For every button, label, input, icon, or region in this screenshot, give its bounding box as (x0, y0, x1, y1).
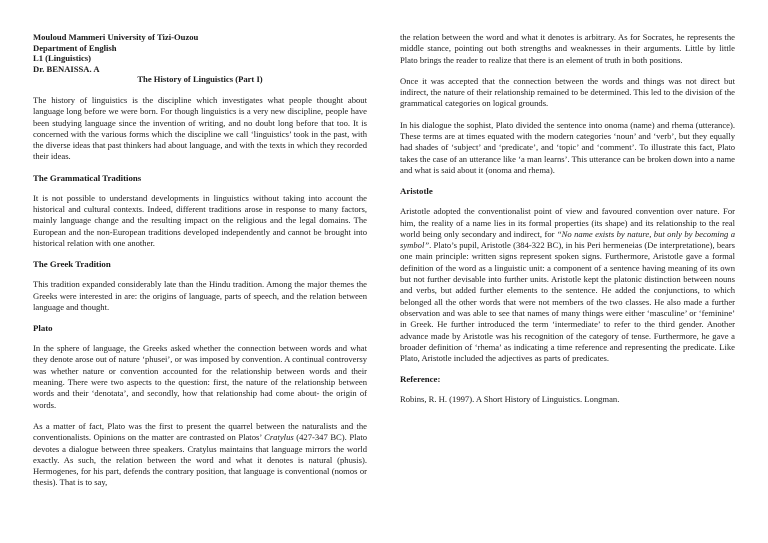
intro-paragraph: The history of linguistics is the discipline which investigates what people thought about language long before we were born. For though linguistics is a very new discipline, people have been studying language since the invention of writing, and no doubt long before that too. It is concerned with the various forms which the discipline we call ‘linguistics’ took in the past, with the diverse ideas that past thinkers had about language, and with the texts in which they recorded their ideas. (33, 94, 367, 162)
plato-paragraph-2 (33, 421, 367, 489)
aristotle-quote-italic: “No name exists by nature, but only by becoming a symbol” (400, 228, 735, 251)
plato-paragraph-2-continued: the relation between the word and what it denotes is arbitrary. As for Socrates, he represents the middle stance, pointing out both strengths and weaknesses in their arguments. Little by little Plato brings the reader to realize that there is an element of truth in both positions. (400, 32, 735, 65)
document-title: The History of Linguistics (Part I) (137, 74, 263, 85)
plato-paragraph-4: In his dialogue the sophist, Plato divided the sentence into onoma (name) and rhema (utterance). These terms are at times equated with the modern categories ‘noun’ and ‘verb’, but they equally had shades of ‘subject’ and ‘predicate’, and ‘topic’ and ‘comment’. To illustrate this fact, Plato takes the case of an utterance like ‘a man learns’. This utterance can be broken down into a name and what is said about it (onoma and rhema). (400, 119, 735, 175)
university-name: Mouloud Mammeri University of Tizi-Ouzou (33, 32, 199, 42)
aristotle-paragraph (400, 206, 735, 364)
plato-heading: Plato (33, 323, 53, 334)
plato-paragraph-1: In the sphere of language, the Greeks asked whether the connection between words and what they denote arose out of nature ‘phusei’, or was imposed by convention. A continual controversy was whether nature or convention accounted for the relationship between words and their meaning. There were two aspects to the question: first, the nature of the relationship between words and their ‘denotata’, and secondly, how that relationship had come about- the origin of words. (33, 343, 367, 410)
grammatical-traditions-heading: The Grammatical Traditions (33, 172, 142, 183)
plato-p2-text-a: As a matter of fact, Plato was the first to present the quarrel between the naturalists and the conventionalists. Opinions on the matter are contrasted on Platos’ (33, 420, 367, 443)
greek-tradition-heading: The Greek Tradition (33, 259, 111, 270)
aristotle-text-b: . Plato’s pupil, Aristotle (384-322 BC), in his Peri hermeneias (De interpretatione), bears one main principle: written signs represent spoken signs. Furthermore, Aristotle gave a formal definition of the word as a linguistic unit: a component of a sentence having meaning of its own but not further devisable into further units. Aristotle kept the platonic distinction between nouns and verbs, but added further elements to the sentence. He added the conjunctions, to which belonged all the other words that were not members of the two classes. He also made a further observation and was able to see that names of many things were either ‘masculine’ or ‘feminine’ in Greek. He further introduced the term ‘intermediate’ to refer to the third gender. Another advance made by Aristotle was his recognition of the category of tense. Furthermore, he gave a broader definition of ‘rhema’ as indicating a time reference and representing the predicate. Like Plato, Aristotle included the adjectives as parts of predicates. (400, 240, 735, 364)
department-name: Department of English (33, 42, 117, 53)
plato-p2-text-b: (427-347 BC). Plato devotes a dialogue between three speakers. Cratylus maintains that language mirrors the world exactly. As such, the relation between the word and what it denotes is natural (phusis). Hermogenes, for his part, defends the contrary position, that language is conventional (nomos or thesis). That is to say, (33, 432, 368, 488)
aristotle-text-a: Aristotle adopted the conventionalist point of view and favoured convention over nature. For him, the reality of a name lies in its formal properties (its shape) and its relationship to the real world being only secondary and indirect, for (400, 206, 735, 239)
plato-paragraph-3: Once it was accepted that the connection between the words and things was not direct but indirect, the nature of their relationship remained to be determined. This led to the division of the grammatical categories on logical grounds. (400, 75, 735, 109)
aristotle-heading: Aristotle (400, 186, 433, 197)
reference-heading: Reference: (400, 374, 441, 385)
course-level: L1 (Linguistics) (33, 53, 92, 64)
left-column (33, 32, 367, 499)
right-column (400, 32, 735, 416)
grammatical-traditions-paragraph: It is not possible to understand developments in linguistics without taking into account the historical and cultural contexts. Indeed, different traditions arose in response to many factors, mainly language change and the resulting impact on the religious and the legal domains. The European and the non-European traditions developed independently and cannot be brought into historical relation with one another. (33, 192, 367, 248)
greek-tradition-paragraph: This tradition expanded considerably late than the Hindu tradition. Among the major themes the Greeks were interested in are: the origins of language, parts of speech, and the relation between language and thought. (33, 279, 367, 312)
cratylus-italic: Cratylus (264, 432, 294, 443)
author-name: Dr. BENAISSA. A (33, 63, 100, 74)
reference-entry: Robins, R. H. (1997). A Short History of Linguistics. Longman. (400, 394, 620, 405)
